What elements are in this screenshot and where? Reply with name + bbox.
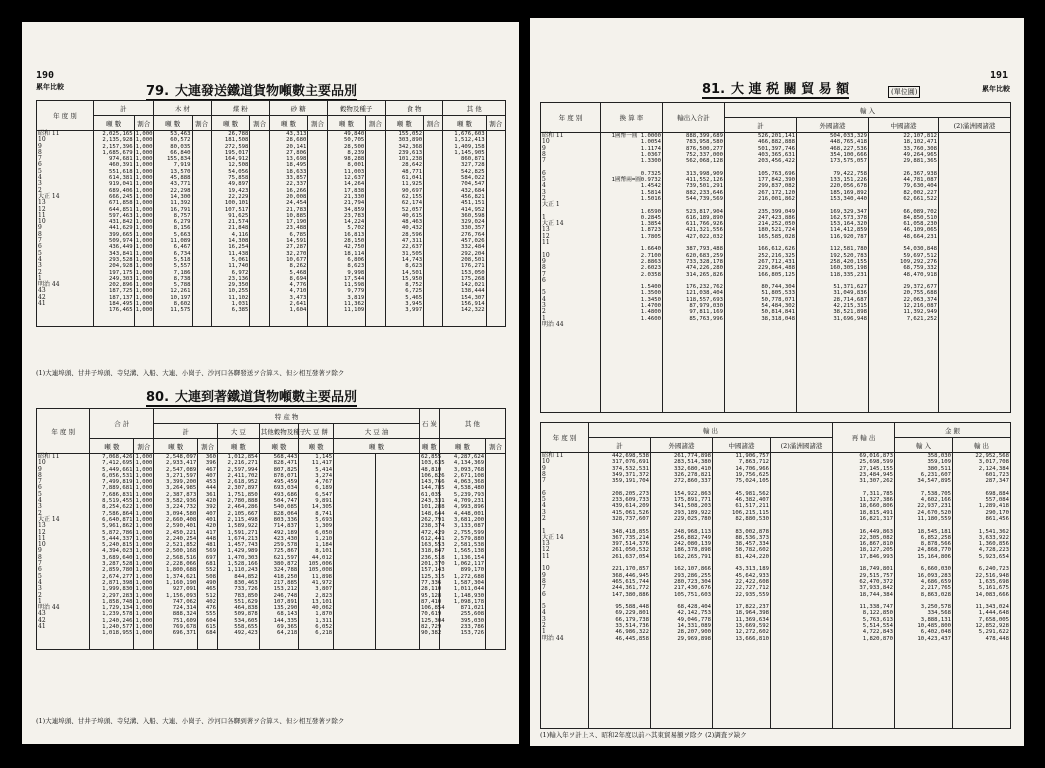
sub-tons: 噸 數 [93, 116, 134, 131]
coal-tons: 62,855 103,635 48,810 106,826 143,766 144,785 61,035 243,331 101,288 148,644 262,791 238,374 472,429 612,441 163,553 318,847 236,518 201,370 157,143 125,315 77,336 28,110 95,128 87,410 106,854 70,619 125,304 82,729 90,382 [420, 454, 440, 650]
col-foreign: 外國諸港 [797, 118, 869, 133]
col-year: 年 度 別 [37, 409, 90, 454]
grain-tons: 568,443 828,471 807,825 878,071 495,459 693,034 493,686 504,747 540,085 828,064 803,336 714,837 492,189 423,430 259,578 725,867 621,597 380,872 324,788 418,250 217,885 153,212 246,748 107,891 135,290 68,143 144,335 69,365 64,218 [259, 454, 298, 650]
empty-cell [375, 454, 419, 650]
ratio-cell [308, 131, 327, 327]
sub-ratio: 割合 [134, 116, 153, 131]
table-title-text: 大 連 税 關 貿 易 額 [731, 82, 850, 97]
year-column: 昭和 11 10 9 8 7 6 5 4 3 2 大正 14 13 12 11 10 9 8 7 6 5 4 3 2 1 明治 44 43 42 41 [37, 131, 94, 327]
unit-label: (單位圓) [888, 86, 920, 98]
sub-tons: 噸 數 [269, 116, 308, 131]
table-number: 80. [146, 390, 170, 405]
col-manchu: (2)滿洲國諸港 [939, 118, 1011, 133]
left-page [22, 22, 519, 744]
col-products: 特 産 物 [154, 409, 420, 424]
table-number: 81. [702, 82, 726, 97]
sub-tons: 噸 數 [439, 439, 485, 454]
col-salt: 食 物 [385, 101, 443, 116]
rate-column: 1國幣一圓 1.0000 1.0054 1.1174 1.0367 1.3300 0.7325 1國幣兩=圓0.9732 1.4542 1.5814 1.5016 1.6590 0.2845 1.3854 1.8723 1.7805 1.6640 2.7100 2.8863 2.6023 2.0358 1.5400 1.3500 1.3450 1.4700 1.4800 1.4600 [601, 133, 663, 413]
export-china-column: 11,906,757 7,863,712 14,706,966 19,756,625 75,024,105 45,981,562 46,382,407 61,517,211 106,215,115 82,880,530 83,002,878 88,536,373 38,457,334 58,782,602 81,424,220 43,313,189 45,642,933 22,422,608 22,727,712 22,935,559 17,822,237 18,964,398 11,369,634 13,669,592 12,272,602 13,666,810 [713, 453, 771, 729]
col-rate: 換 算 率 [601, 103, 663, 133]
sub-tons: 噸 數 [334, 439, 420, 454]
total-ratio: 1,000 1,000 1,000 1,000 1,000 1,000 1,000 1,000 1,000 1,000 1,000 1,000 1,000 1,000 1,000 1,000 1,000 1,000 1,000 1,000 1,000 1,000 1,000 1,000 1,000 1,000 1,000 1,000 1,000 [134, 454, 154, 650]
ratio-cell [486, 454, 506, 650]
col-foreign: 外國諸港 [651, 438, 713, 453]
table-81-import [540, 102, 1011, 413]
total-ratio: 1,000 1,000 1,000 1,000 1,000 1,000 1,000 1,000 1,000 1,000 1,000 1,000 1,000 1,000 1,000 1,000 1,000 1,000 1,000 1,000 1,000 1,000 1,000 1,000 1,000 1,000 1,000 1,000 1,000 [134, 131, 153, 327]
ratio-cell [250, 131, 269, 327]
col-total: 合 計 [90, 409, 154, 439]
col-grain: 其他穀物及種子 [259, 424, 298, 439]
col-export: 輸 出 [589, 423, 833, 438]
footnote-81: (1)輸入年ヲ計上ス、昭和2年度以前ハ其東貿易額ヲ除ク (2)調査ヲ缺ク [540, 731, 747, 739]
col-year: 年 度 別 [37, 101, 94, 131]
table-81-title [702, 78, 849, 99]
table-79 [36, 100, 506, 327]
sub-ratio: 割合 [424, 116, 443, 131]
sub-ratio: 割合 [366, 116, 385, 131]
sub-tons: 噸 數 [154, 439, 198, 454]
col-beanoil: 大 豆 油 [334, 424, 420, 439]
lumber-tons: 53,463 60,572 80,035 66,840 155,834 7,919 13,570 45,888 43,771 22,298 14,300 11,392 16,791 8,757 6,279 8,156 5,663 11,089 6,467 6,734 5,518 5,557 7,186 8,738 5,788 12,261 10,197 8,602 11,575 [153, 131, 192, 327]
soybean-tons: 1,012,854 2,216,271 2,597,994 2,411,702 2,618,952 2,307,897 1,751,850 2,780,888 2,464,286 2,105,667 2,115,498 1,589,922 1,591,271 1,674,213 1,457,743 1,429,989 1,470,303 1,528,166 1,110,243 844,852 830,463 733,726 783,850 551,629 464,838 509,878 534,605 558,655 492,423 [218, 454, 260, 650]
col-import: 輸 入 [725, 103, 1011, 118]
import-manchu-column [939, 133, 1011, 413]
col-year: 年 度 別 [541, 423, 589, 453]
col-beancake: 大 豆 餅 [299, 424, 334, 439]
table-79-title [146, 80, 357, 101]
footnote-80: (1)大連埠頭、甘井子埠頭、寺兒溝、入船、大連、小崗子、沙河口各驛到著ヲ合算ス、但シ相互發著ヲ除ク [36, 717, 345, 725]
sub-tons: 噸 數 [420, 439, 440, 454]
col-coal: 石 炭 [420, 409, 440, 439]
page-number: 190 [36, 70, 55, 81]
gold-export-column: 22,952,568 3,017,708 2,124,384 601,723 287,347 698,884 557,084 1,289,418 290,170 861,456 1,541,362 3,633,922 1,360,856 4,728,223 5,923,654 6,240,723 22,516,948 1,635,698 5,161,675 14,083,666 11,343,024 1,444,648 7,658,005 12,852,928 5,291,622 478,448 [953, 453, 1011, 729]
sugar-tons: 43,313 28,680 20,141 27,806 13,698 18,495 18,633 33,857 22,337 16,266 20,008 24,454 21,783 10,885 17,190 23,488 6,785 14,591 27,287 32,270 10,677 8,262 5,468 8,694 4,776 4,710 3,473 2,641 1,604 [269, 131, 308, 327]
col-gold-import: 輸 入 [895, 438, 953, 453]
col-reexport: 再 輸 出 [833, 423, 895, 453]
col-manchu: (2)滿洲國諸港 [771, 438, 833, 453]
table-80-title [146, 386, 357, 407]
col-gold-export: 輸 出 [953, 438, 1011, 453]
col-soy-total: 計 [154, 424, 218, 439]
ratio-cell [486, 131, 505, 327]
total-tons: 7,068,426 7,412,695 5,449,661 6,056,531 7,499,819 7,889,681 7,686,831 8,519,455 8,254,622 7,586,864 6,640,871 5,961,862 5,872,786 5,444,337 5,240,815 4,394,023 3,689,640 3,287,528 2,859,780 2,674,277 2,871,398 1,999,830 2,297,283 1,858,748 1,729,134 1,239,578 1,240,246 1,240,577 1,018,955 [90, 454, 134, 650]
sub-tons: 噸 數 [443, 116, 486, 131]
table-80 [36, 408, 506, 650]
ratio-cell [366, 131, 385, 327]
sub-tons: 噸 數 [327, 116, 366, 131]
beanoil-tons: 1,145 11,417 5,414 3,274 4,767 6,189 6,547 9,891 14,305 8,741 5,693 1,309 6,050 1,210 1,184 8,101 44,012 105,006 105,008 11,898 41,972 3,807 2,823 13,101 40,062 1,870 1,311 6,052 6,218 [299, 454, 334, 650]
sub-tons: 噸 數 [385, 116, 424, 131]
sub-ratio: 割合 [250, 116, 269, 131]
page-number: 191 [989, 70, 1008, 81]
sub-ratio: 割合 [134, 439, 154, 454]
year-column: 昭和 11 10 9 8 7 6 5 4 3 2 大正 14 13 12 11 10 9 8 7 6 5 4 3 2 1 明治 44 43 42 41 [37, 454, 90, 650]
empty-cell [334, 454, 376, 650]
soy-total-tons: 2,548,097 2,933,417 2,547,089 3,271,597 3,399,200 3,264,985 2,387,873 3,582,936 3,224,732 3,094,580 2,660,408 2,590,401 2,450,221 2,240,254 2,521,852 2,500,168 2,568,516 2,228,066 1,800,688 1,374,621 1,160,190 927,091 1,156,093 747,062 724,314 888,324 751,609 769,678 696,371 [154, 454, 198, 650]
grand-total-column: 888,399,689 783,958,580 876,500,277 752,337,000 562,068,128 313,998,909 411,552,126 739,501,291 882,233,646 544,739,569 523,817,904 616,189,890 611,766,926 421,321,556 427,022,032 387,793,488 620,683,259 733,328,178 474,226,280 314,265,826 176,232,762 121,038,404 118,557,693 87,979,030 97,811,169 85,763,996 [663, 133, 725, 413]
sub-ratio: 割合 [192, 116, 211, 131]
sub-tons: 噸 數 [153, 116, 192, 131]
table-number: 79. [146, 84, 170, 99]
import-foreign-column: 504,033,329 448,765,418 468,227,536 354,100,666 173,575,057 79,422,758 133,151,226 220,056,678 185,169,892 153,340,440 169,329,347 162,573,378 153,164,320 114,412,859 116,920,787 112,581,780 192,520,783 258,420,155 160,305,198 118,335,231 51,371,627 31,049,836 28,714,687 42,215,315 38,521,898 31,696,948 [797, 133, 869, 413]
col-grain: 穀物及種子 [327, 101, 385, 116]
sub-ratio: 割合 [198, 439, 218, 454]
col-coal: 煤 粉 [211, 101, 269, 116]
other-tons: 1,676,603 1,512,413 1,409,158 1,145,905 860,871 327,728 542,825 584,022 704,547 432,684 456,821 451,151 414,952 360,598 329,024 330,357 276,764 457,026 332,484 292,204 208,501 176,271 153,050 175,268 142,021 138,444 154,307 156,914 142,322 [443, 131, 486, 327]
ratio-cell [424, 131, 443, 327]
col-grand-total: 輸出入合計 [663, 103, 725, 133]
import-total-column: 526,201,141 466,882,888 501,397,746 403,365,631 203,456,422 105,763,696 177,842,390 299,837,082 267,172,120 216,001,862 235,399,049 247,423,886 214,252,050 180,521,724 165,585,028 166,612,626 252,216,325 267,712,431 229,864,488 166,805,125 80,744,304 51,805,533 50,778,071 54,484,302 50,814,841 38,318,048 [725, 133, 797, 413]
col-total: 計 [589, 438, 651, 453]
ratio-cell [192, 131, 211, 327]
table-81-export [540, 422, 1011, 729]
col-soybean: 大 豆 [218, 424, 260, 439]
col-other: 其 他 [439, 409, 505, 439]
sub-tons: 噸 數 [218, 439, 260, 454]
footnote-79: (1)大連埠頭、甘井子埠頭、寺兒溝、入船、大連、小崗子、沙河口各驛發送ヲ合算ス、但シ相互發著ヲ除ク [36, 369, 345, 377]
col-total: 計 [725, 118, 797, 133]
col-year: 年 度 別 [541, 103, 601, 133]
export-foreign-column: 261,774,898 283,514,380 332,680,410 326,278,821 272,860,337 154,922,863 175,891,771 341,508,203 293,189,922 229,025,780 248,968,113 256,882,749 242,080,139 186,378,898 162,265,791 162,107,866 293,286,255 280,723,304 217,430,676 105,751,603 68,428,404 42,142,753 49,046,778 14,331,089 28,207,900 29,969,898 [651, 453, 713, 729]
import-china-column: 22,107,812 18,102,471 33,760,308 49,264,965 29,881,365 26,367,938 44,781,087 79,630,404 82,002,227 62,661,522 66,089,702 84,850,510 61,058,230 46,109,065 48,664,231 54,030,848 59,697,512 109,292,276 68,759,332 48,470,918 29,372,677 20,755,688 22,063,374 12,216,087 11,392,949 7,621,252 [869, 133, 939, 413]
gold-import-column: 358,030 359,109 380,511 6,231,607 34,547,895 7,538,705 4,602,166 22,937,231 24,670,520 11,180,559 18,545,181 6,852,258 8,878,566 24,868,770 15,164,806 6,660,030 16,093,283 4,686,659 2,217,765 8,863,028 3,250,578 334,568 3,888,131 10,485,800 6,402,048 10,423,437 [895, 453, 953, 729]
col-sugar: 砂 糖 [269, 101, 327, 116]
col-other: 其 他 [443, 101, 506, 116]
corner-label: 累年比較 [982, 84, 1010, 93]
col-gold: 金 銀 [895, 423, 1011, 438]
export-manchu-column [771, 453, 833, 729]
reexport-column: 69,016,873 25,698,599 27,145,155 23,484,945 31,307,262 7,311,785 11,327,386 18,660,806 18,815,491 16,821,317 16,449,863 22,305,082 16,867,810 18,127,205 17,846,993 18,749,801 29,515,757 62,470,372 37,933,842 18,744,384 11,338,747 8,122,850 5,763,613 5,514,554 4,722,843 1,820,870 [833, 453, 895, 729]
year-column: 昭和 11 10 9 8 7 6 5 4 3 2 1 大正 14 13 12 11 10 9 8 7 6 5 4 3 2 1 明治 44 [541, 453, 589, 729]
total-tons: 2,025,165 2,135,928 2,157,396 1,685,679 974,681 460,391 551,618 614,381 919,041 689,406 666,245 671,858 644,851 597,463 431,842 441,629 399,665 509,974 436,449 343,841 293,528 204,928 197,175 249,303 202,896 187,725 187,137 184,495 176,465 [93, 131, 134, 327]
sub-ratio: 割合 [486, 116, 505, 131]
col-lumber: 木 材 [153, 101, 211, 116]
sub-tons: 噸 數 [90, 439, 134, 454]
coal-tons: 26,788 181,508 272,598 195,017 164,912 12,508 54,056 75,858 49,897 19,423 22,229 100,101 107,517 91,625 21,574 21,848 4,116 14,308 16,254 11,438 5,061 11,740 6,972 23,136 29,350 10,255 11,102 1,031 6,385 [211, 131, 250, 327]
sub-tons: 噸 數 [259, 439, 298, 454]
sub-ratio: 割合 [308, 116, 327, 131]
right-page [530, 18, 1024, 746]
export-total-column: 442,698,538 317,076,691 374,532,531 349,371,372 359,191,704 208,205,273 233,609,733 439,614,209 415,061,526 328,737,607 348,418,855 367,735,214 397,514,376 261,050,532 261,637,054 221,170,857 368,446,945 465,615,744 244,361,772 147,380,886 95,588,448 69,229,801 66,179,738 33,514,736 46,986,322 46,445,858 [589, 453, 651, 729]
other-tons: 4,287,624 4,134,369 3,093,768 2,671,108 4,063,368 4,538,480 5,239,793 4,709,231 4,993,896 4,448,001 3,681,200 3,133,087 2,755,599 2,579,880 2,581,538 1,565,138 1,136,154 1,062,117 899,170 1,272,688 1,587,304 1,011,044 1,148,930 1,098,178 871,021 255,608 395,030 233,786 153,726 [439, 454, 485, 650]
table-title-text: 大連發送鐵道貨物噸數主要品別 [175, 84, 358, 99]
sub-tons: 噸 數 [299, 439, 334, 454]
year-column: 昭和 11 10 9 8 7 6 5 4 3 2 大正 1 1 大正 14 13 12 11 10 9 8 7 6 5 4 3 2 1 明治 44 [541, 133, 601, 413]
grain-tons: 49,840 50,705 28,500 8,239 98,288 8,001 11,003 12,637 14,264 17,838 21,330 21,794 34,859 23,783 14,224 5,702 16,813 28,150 42,750 18,114 6,806 8,623 9,998 17,544 11,598 9,779 3,819 11,362 11,109 [327, 131, 366, 327]
col-china: 中國諸港 [869, 118, 939, 133]
col-china: 中國諸港 [713, 438, 771, 453]
corner-label: 累年比較 [36, 82, 64, 91]
sub-tons: 噸 數 [211, 116, 250, 131]
salt-tons: 155,052 303,890 342,368 239,613 101,238 28,642 48,771 61,041 11,925 90,697 62,155 62,174 52,057 40,615 48,463 40,432 28,596 47,311 22,637 31,505 14,743 8,623 14,501 15,950 8,752 6,725 5,465 3,945 3,997 [385, 131, 424, 327]
table-title-text: 大連到著鐵道貨物噸數主要品別 [175, 390, 358, 405]
sub-ratio: 割合 [486, 439, 506, 454]
col-total: 計 [93, 101, 153, 116]
soy-total-ratio: 360 396 467 407 453 444 361 420 392 407 401 420 417 448 481 569 697 681 552 508 490 465 512 402 476 555 604 615 684 [198, 454, 218, 650]
